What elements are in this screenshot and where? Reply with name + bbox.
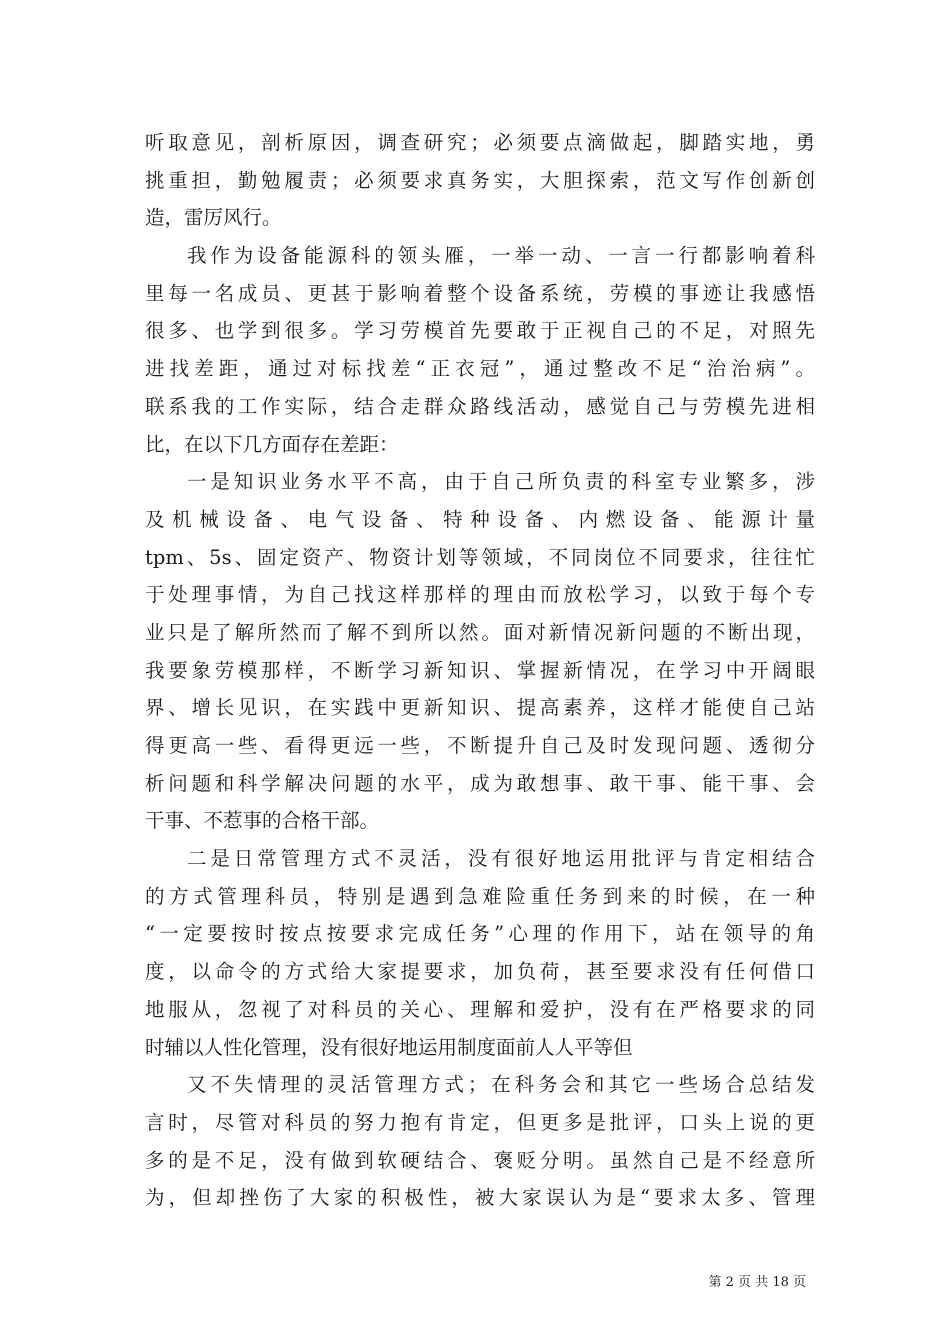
text-line: 造，雷厉风行。 <box>145 206 282 230</box>
text-line: 言时，尽管对科员的努力抱有肯定，但更多是批评，口头上说的更 <box>145 1110 815 1134</box>
body-text <box>145 124 815 1217</box>
paragraph-first-line: 一是知识业务水平不高，由于自己所负责的科室专业繁多，涉 <box>187 470 815 494</box>
text-line: 比，在以下几方面存在差距： <box>145 432 399 456</box>
text-line: 多的是不足，没有做到软硬结合、褒贬分明。虽然自己是不经意所 <box>145 1148 815 1172</box>
text-line: 析问题和科学解决问题的水平，成为敢想事、敢干事、能干事、会 <box>145 771 815 795</box>
text-line: 度，以命令的方式给大家提要求，加负荷，甚至要求没有任何借口 <box>145 960 815 984</box>
text-line: 听取意见，剖析原因，调查研究；必须要点滴做起，脚踏实地，勇 <box>145 131 815 154</box>
text-line: tpm、5s、固定资产、物资计划等领域，不同岗位不同要求，往往忙 <box>145 545 815 569</box>
text-line: 地服从，忽视了对科员的关心、理解和爱护，没有在严格要求的同 <box>145 997 815 1021</box>
text-line: 于处理事情，为自己找这样那样的理由而放松学习，以致于每个专 <box>145 583 815 607</box>
text-line: 联系我的工作实际，结合走群众路线活动，感觉自己与劳模先进相 <box>145 394 815 418</box>
text-line: 时辅以人性化管理，没有很好地运用制度面前人人平等但 <box>145 1035 633 1059</box>
text-line: 很多、也学到很多。学习劳模首先要敢于正视自己的不足，对照先 <box>145 319 815 343</box>
paragraph-first-line: 二是日常管理方式不灵活，没有很好地运用批评与肯定相结合 <box>187 847 815 871</box>
text-line: 得更高一些、看得更远一些，不断提升自己及时发现问题、透彻分 <box>145 734 815 757</box>
paragraph-first-line: 又不失情理的灵活管理方式；在科务会和其它一些场合总结发 <box>187 1073 815 1097</box>
text-line: 业只是了解所然而了解不到所以然。面对新情况新问题的不断出现， <box>145 620 815 644</box>
text-line: 进找差距，通过对标找差“正衣冠”，通过整改不足“治治病”。 <box>145 357 815 381</box>
text-line: “一定要按时按点按要求完成任务”心理的作用下，站在领导的角 <box>145 922 815 946</box>
page-number: 第 2 页 共 18 页 <box>708 1275 806 1290</box>
text-line: 里每一名成员、更甚于影响着整个设备系统，劳模的事迹让我感悟 <box>145 281 815 305</box>
text-line: 为，但却挫伤了大家的积极性，被大家误认为是“要求太多、管理 <box>145 1186 815 1210</box>
text-line: 界、增长见识，在实践中更新知识、提高素养，这样才能使自己站 <box>145 696 815 720</box>
text-line: 干事、不惹事的合格干部。 <box>145 809 380 833</box>
paragraph-first-line: 我作为设备能源科的领头雁，一举一动、一言一行都影响着科 <box>187 244 815 268</box>
text-line: 的方式管理科员，特别是遇到急难险重任务到来的时候，在一种 <box>145 884 815 908</box>
text-line: 及机械设备、电气设备、特种设备、内燃设备、能源计量 <box>145 507 815 531</box>
text-line: 我要象劳模那样，不断学习新知识、掌握新情况，在学习中开阔眼 <box>145 658 815 682</box>
text-line: 挑重担，勤勉履责；必须要求真务实，大胆探索，范文写作创新创 <box>145 168 815 192</box>
